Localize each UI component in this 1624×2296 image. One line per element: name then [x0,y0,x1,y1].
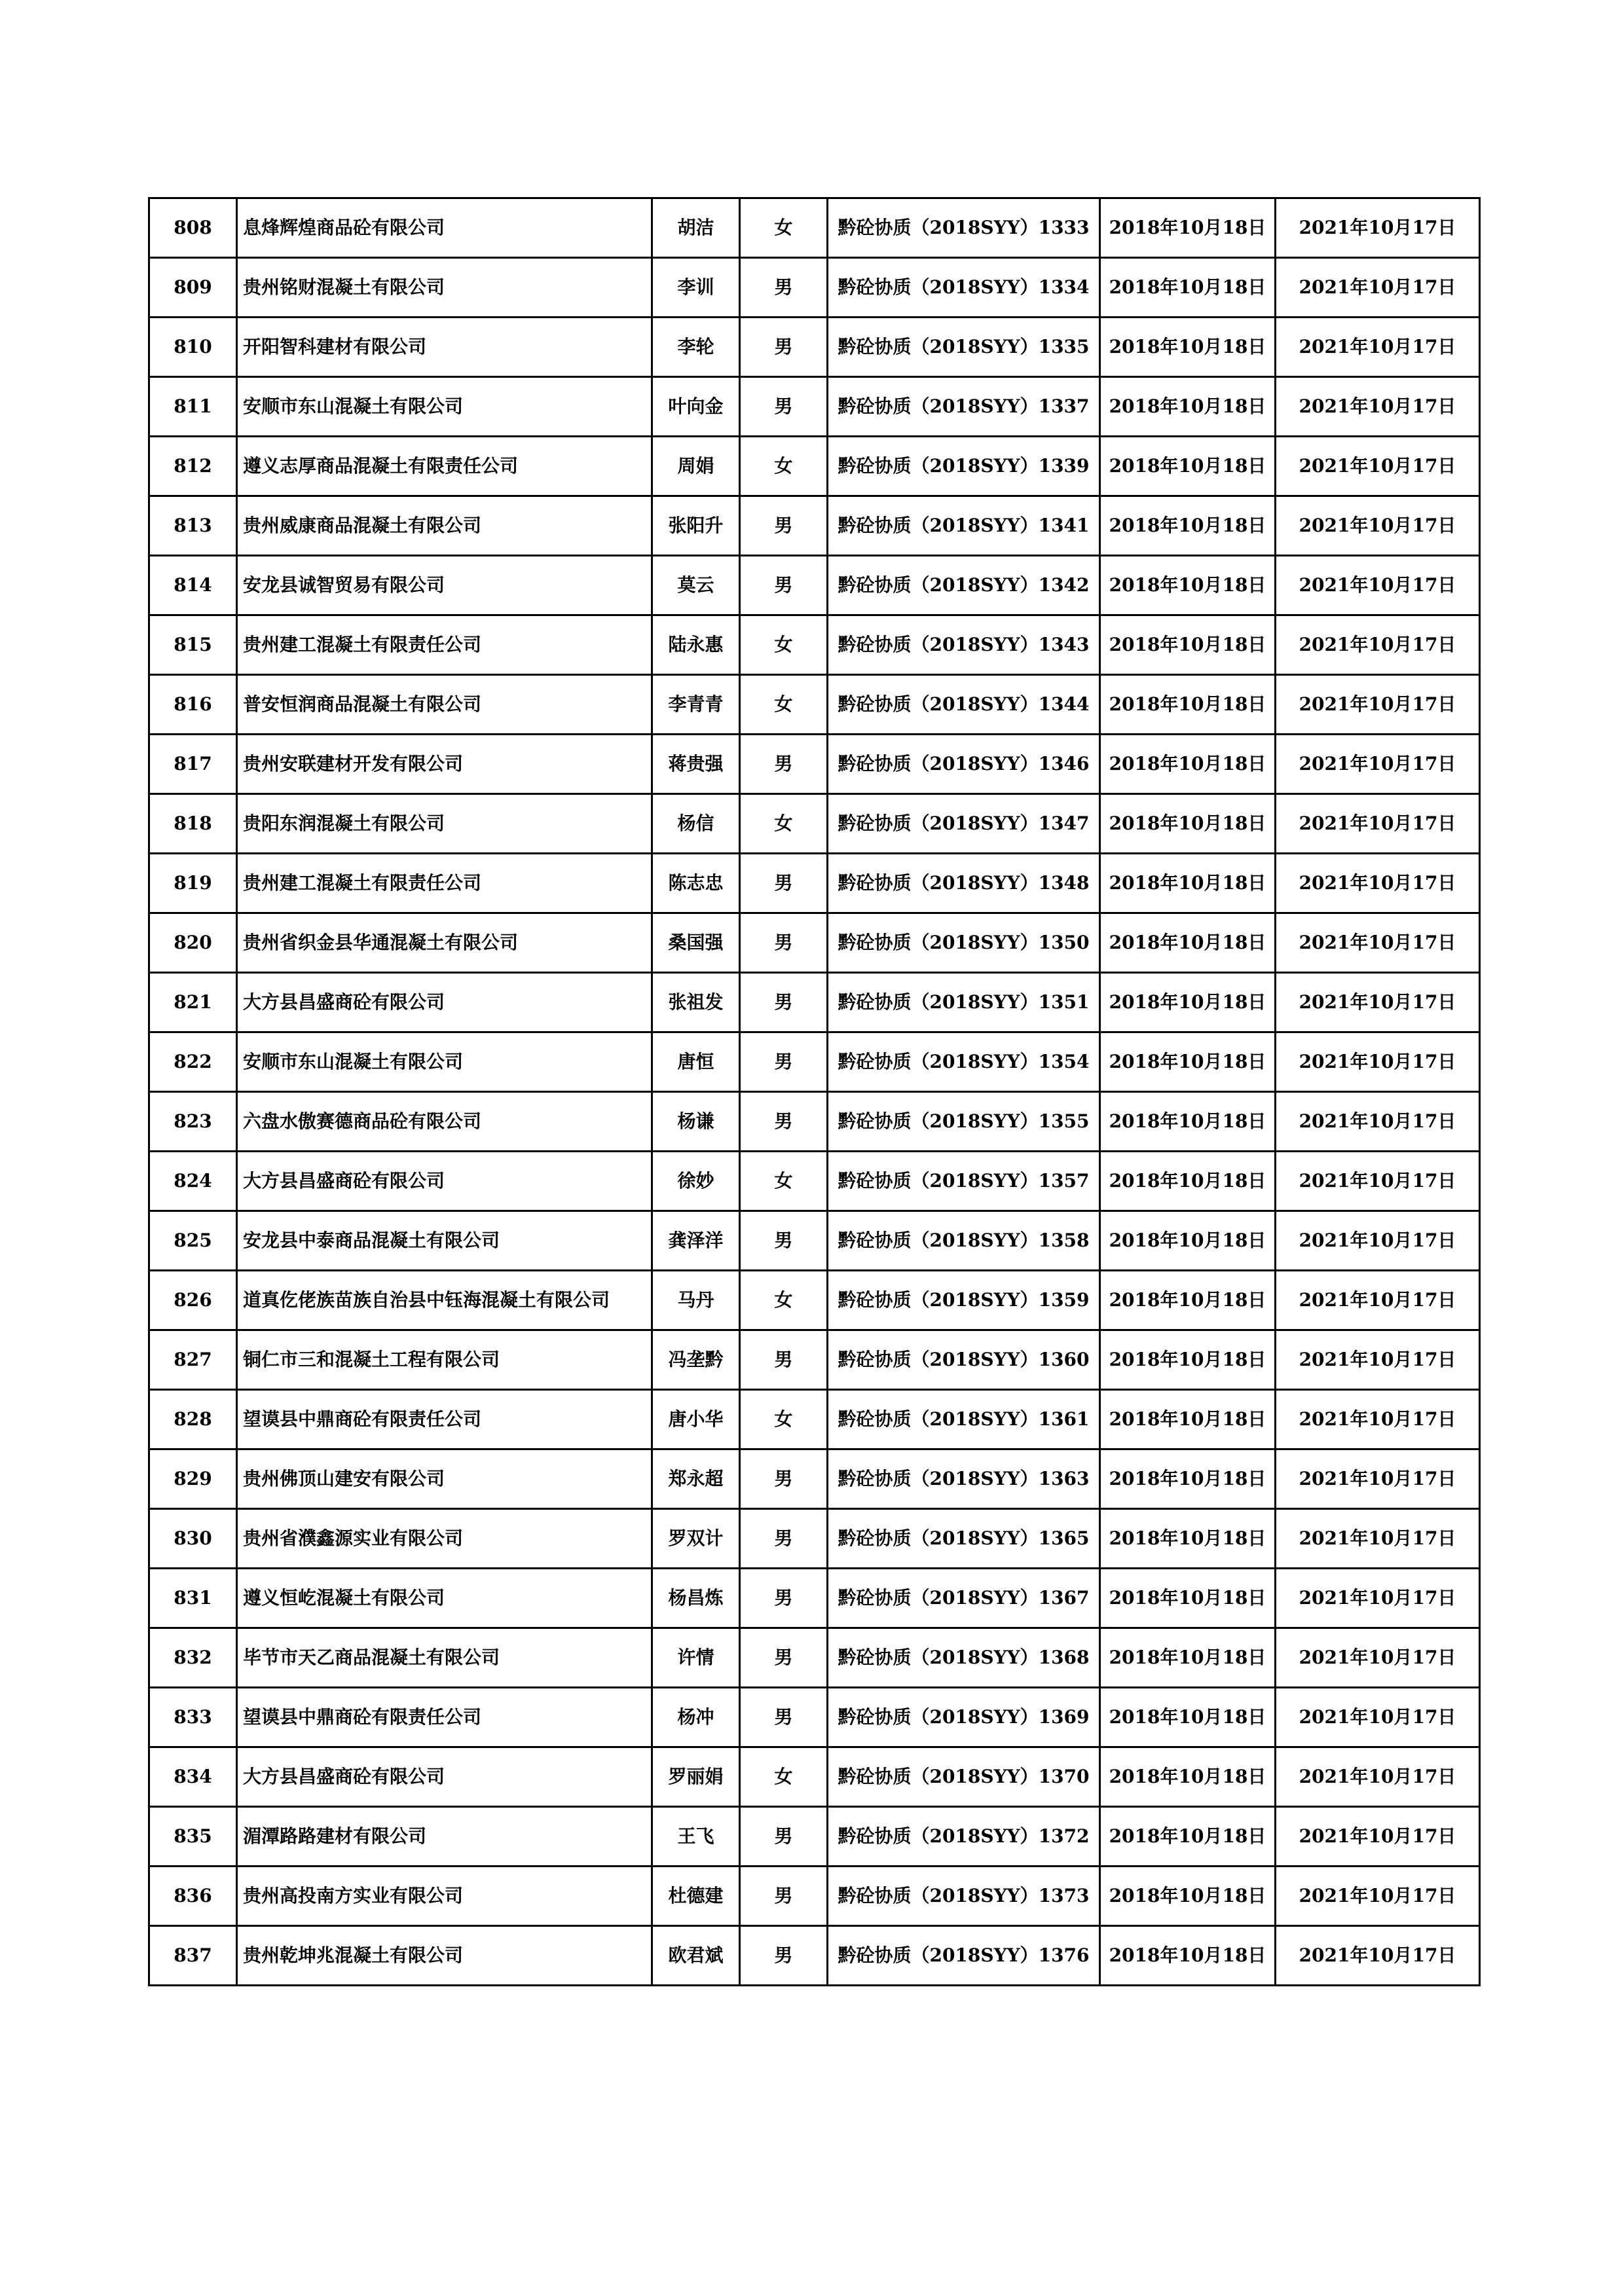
expiry-date-cell: 2021年10月17日 [1276,556,1480,615]
person-name-cell: 张祖发 [652,973,740,1032]
company-cell: 道真仡佬族苗族自治县中钰海混凝土有限公司 [237,1271,652,1330]
issue-date-cell: 2018年10月18日 [1100,1330,1276,1390]
expiry-date-cell: 2021年10月17日 [1276,437,1480,496]
company-cell: 开阳智科建材有限公司 [237,318,652,377]
table-row [149,854,1480,913]
table-row [149,1271,1480,1330]
person-name-cell: 罗双计 [652,1509,740,1569]
row-number-cell: 831 [149,1569,237,1628]
row-number-cell: 826 [149,1271,237,1330]
table-row [149,1211,1480,1271]
certificate-number-cell: 黔砼协质（2018SYY）1346 [828,735,1100,794]
issue-date-cell: 2018年10月18日 [1100,1092,1276,1152]
row-number-cell: 833 [149,1688,237,1747]
row-number-cell: 837 [149,1926,237,1986]
issue-date-cell: 2018年10月18日 [1100,1449,1276,1509]
gender-cell: 女 [740,198,828,258]
expiry-date-cell: 2021年10月17日 [1276,1449,1480,1509]
row-number-cell: 828 [149,1390,237,1449]
gender-cell: 女 [740,1152,828,1211]
issue-date-cell: 2018年10月18日 [1100,794,1276,854]
row-number-cell: 817 [149,735,237,794]
company-cell: 望谟县中鼎商砼有限责任公司 [237,1688,652,1747]
row-number-cell: 827 [149,1330,237,1390]
issue-date-cell: 2018年10月18日 [1100,1569,1276,1628]
gender-cell: 女 [740,1390,828,1449]
expiry-date-cell: 2021年10月17日 [1276,318,1480,377]
table-row [149,973,1480,1032]
person-name-cell: 李训 [652,258,740,318]
certificate-number-cell: 黔砼协质（2018SYY）1373 [828,1867,1100,1926]
certificate-number-cell: 黔砼协质（2018SYY）1354 [828,1032,1100,1092]
issue-date-cell: 2018年10月18日 [1100,1628,1276,1688]
gender-cell: 男 [740,496,828,556]
person-name-cell: 龚泽洋 [652,1211,740,1271]
person-name-cell: 蒋贵强 [652,735,740,794]
company-cell: 湄潭路路建材有限公司 [237,1807,652,1867]
expiry-date-cell: 2021年10月17日 [1276,1509,1480,1569]
person-name-cell: 陆永惠 [652,615,740,675]
person-name-cell: 莫云 [652,556,740,615]
issue-date-cell: 2018年10月18日 [1100,318,1276,377]
gender-cell: 女 [740,1747,828,1807]
certificate-number-cell: 黔砼协质（2018SYY）1361 [828,1390,1100,1449]
company-cell: 贵州建工混凝土有限责任公司 [237,854,652,913]
row-number-cell: 818 [149,794,237,854]
expiry-date-cell: 2021年10月17日 [1276,794,1480,854]
issue-date-cell: 2018年10月18日 [1100,1807,1276,1867]
row-number-cell: 832 [149,1628,237,1688]
table-row [149,735,1480,794]
table-row [149,1330,1480,1390]
table-row [149,615,1480,675]
gender-cell: 男 [740,1449,828,1509]
issue-date-cell: 2018年10月18日 [1100,437,1276,496]
certificate-number-cell: 黔砼协质（2018SYY）1334 [828,258,1100,318]
row-number-cell: 812 [149,437,237,496]
issue-date-cell: 2018年10月18日 [1100,1390,1276,1449]
row-number-cell: 810 [149,318,237,377]
gender-cell: 女 [740,794,828,854]
expiry-date-cell: 2021年10月17日 [1276,1390,1480,1449]
table-row [149,1152,1480,1211]
row-number-cell: 814 [149,556,237,615]
issue-date-cell: 2018年10月18日 [1100,1688,1276,1747]
company-cell: 贵州省织金县华通混凝土有限公司 [237,913,652,973]
table-row [149,496,1480,556]
gender-cell: 男 [740,258,828,318]
expiry-date-cell: 2021年10月17日 [1276,1628,1480,1688]
issue-date-cell: 2018年10月18日 [1100,1867,1276,1926]
row-number-cell: 808 [149,198,237,258]
gender-cell: 男 [740,735,828,794]
issue-date-cell: 2018年10月18日 [1100,556,1276,615]
gender-cell: 男 [740,1509,828,1569]
issue-date-cell: 2018年10月18日 [1100,1271,1276,1330]
issue-date-cell: 2018年10月18日 [1100,1926,1276,1986]
certificate-number-cell: 黔砼协质（2018SYY）1347 [828,794,1100,854]
company-cell: 贵州高投南方实业有限公司 [237,1867,652,1926]
company-cell: 遵义志厚商品混凝土有限责任公司 [237,437,652,496]
table-row [149,1509,1480,1569]
expiry-date-cell: 2021年10月17日 [1276,496,1480,556]
table-row [149,1390,1480,1449]
person-name-cell: 胡洁 [652,198,740,258]
issue-date-cell: 2018年10月18日 [1100,198,1276,258]
company-cell: 毕节市天乙商品混凝土有限公司 [237,1628,652,1688]
table-row [149,556,1480,615]
table-row [149,675,1480,735]
company-cell: 大方县昌盛商砼有限公司 [237,1152,652,1211]
expiry-date-cell: 2021年10月17日 [1276,1271,1480,1330]
person-name-cell: 叶向金 [652,377,740,437]
issue-date-cell: 2018年10月18日 [1100,854,1276,913]
row-number-cell: 829 [149,1449,237,1509]
company-cell: 贵州佛顶山建安有限公司 [237,1449,652,1509]
person-name-cell: 马丹 [652,1271,740,1330]
gender-cell: 男 [740,318,828,377]
table-row [149,1449,1480,1509]
company-cell: 铜仁市三和混凝土工程有限公司 [237,1330,652,1390]
gender-cell: 男 [740,913,828,973]
gender-cell: 女 [740,437,828,496]
certificate-number-cell: 黔砼协质（2018SYY）1339 [828,437,1100,496]
row-number-cell: 834 [149,1747,237,1807]
company-cell: 安顺市东山混凝土有限公司 [237,1032,652,1092]
expiry-date-cell: 2021年10月17日 [1276,1807,1480,1867]
table-row [149,437,1480,496]
row-number-cell: 815 [149,615,237,675]
certificate-number-cell: 黔砼协质（2018SYY）1376 [828,1926,1100,1986]
gender-cell: 男 [740,854,828,913]
gender-cell: 男 [740,556,828,615]
certificate-number-cell: 黔砼协质（2018SYY）1348 [828,854,1100,913]
gender-cell: 女 [740,675,828,735]
certificate-number-cell: 黔砼协质（2018SYY）1344 [828,675,1100,735]
expiry-date-cell: 2021年10月17日 [1276,1211,1480,1271]
issue-date-cell: 2018年10月18日 [1100,735,1276,794]
table-row [149,1926,1480,1986]
issue-date-cell: 2018年10月18日 [1100,1211,1276,1271]
row-number-cell: 823 [149,1092,237,1152]
row-number-cell: 816 [149,675,237,735]
person-name-cell: 李青青 [652,675,740,735]
issue-date-cell: 2018年10月18日 [1100,377,1276,437]
row-number-cell: 809 [149,258,237,318]
expiry-date-cell: 2021年10月17日 [1276,198,1480,258]
table-row [149,377,1480,437]
certificate-number-cell: 黔砼协质（2018SYY）1335 [828,318,1100,377]
gender-cell: 女 [740,1271,828,1330]
person-name-cell: 桑国强 [652,913,740,973]
person-name-cell: 徐妙 [652,1152,740,1211]
table-row [149,913,1480,973]
person-name-cell: 李轮 [652,318,740,377]
company-cell: 六盘水傲赛德商品砼有限公司 [237,1092,652,1152]
certificate-number-cell: 黔砼协质（2018SYY）1341 [828,496,1100,556]
expiry-date-cell: 2021年10月17日 [1276,1032,1480,1092]
company-cell: 贵州威康商品混凝土有限公司 [237,496,652,556]
gender-cell: 男 [740,1569,828,1628]
company-cell: 贵州省濮鑫源实业有限公司 [237,1509,652,1569]
company-cell: 大方县昌盛商砼有限公司 [237,1747,652,1807]
expiry-date-cell: 2021年10月17日 [1276,258,1480,318]
certificate-number-cell: 黔砼协质（2018SYY）1343 [828,615,1100,675]
table-row [149,318,1480,377]
certificate-roster-table [148,197,1481,1986]
row-number-cell: 813 [149,496,237,556]
person-name-cell: 杨昌炼 [652,1569,740,1628]
certificate-number-cell: 黔砼协质（2018SYY）1350 [828,913,1100,973]
table-row [149,1032,1480,1092]
expiry-date-cell: 2021年10月17日 [1276,615,1480,675]
table-row [149,1092,1480,1152]
certificate-number-cell: 黔砼协质（2018SYY）1372 [828,1807,1100,1867]
issue-date-cell: 2018年10月18日 [1100,258,1276,318]
company-cell: 贵阳东润混凝土有限公司 [237,794,652,854]
expiry-date-cell: 2021年10月17日 [1276,1747,1480,1807]
table-row [149,1867,1480,1926]
gender-cell: 男 [740,1867,828,1926]
certificate-number-cell: 黔砼协质（2018SYY）1369 [828,1688,1100,1747]
row-number-cell: 830 [149,1509,237,1569]
certificate-number-cell: 黔砼协质（2018SYY）1368 [828,1628,1100,1688]
table-row [149,1628,1480,1688]
table-row [149,198,1480,258]
row-number-cell: 811 [149,377,237,437]
expiry-date-cell: 2021年10月17日 [1276,1867,1480,1926]
row-number-cell: 821 [149,973,237,1032]
certificate-number-cell: 黔砼协质（2018SYY）1365 [828,1509,1100,1569]
person-name-cell: 杜德建 [652,1867,740,1926]
gender-cell: 男 [740,1926,828,1986]
person-name-cell: 罗丽娟 [652,1747,740,1807]
company-cell: 安龙县中泰商品混凝土有限公司 [237,1211,652,1271]
issue-date-cell: 2018年10月18日 [1100,973,1276,1032]
roster-body [149,198,1480,1986]
company-cell: 贵州乾坤兆混凝土有限公司 [237,1926,652,1986]
row-number-cell: 835 [149,1807,237,1867]
certificate-number-cell: 黔砼协质（2018SYY）1351 [828,973,1100,1032]
gender-cell: 男 [740,377,828,437]
expiry-date-cell: 2021年10月17日 [1276,854,1480,913]
table-row [149,1569,1480,1628]
company-cell: 遵义恒屹混凝土有限公司 [237,1569,652,1628]
table-row [149,1807,1480,1867]
person-name-cell: 郑永超 [652,1449,740,1509]
expiry-date-cell: 2021年10月17日 [1276,913,1480,973]
row-number-cell: 819 [149,854,237,913]
company-cell: 普安恒润商品混凝土有限公司 [237,675,652,735]
person-name-cell: 冯垄黔 [652,1330,740,1390]
person-name-cell: 杨冲 [652,1688,740,1747]
person-name-cell: 周娟 [652,437,740,496]
table-row [149,1747,1480,1807]
issue-date-cell: 2018年10月18日 [1100,1509,1276,1569]
gender-cell: 男 [740,1807,828,1867]
expiry-date-cell: 2021年10月17日 [1276,1926,1480,1986]
company-cell: 贵州安联建材开发有限公司 [237,735,652,794]
issue-date-cell: 2018年10月18日 [1100,615,1276,675]
person-name-cell: 许情 [652,1628,740,1688]
person-name-cell: 欧君斌 [652,1926,740,1986]
expiry-date-cell: 2021年10月17日 [1276,735,1480,794]
gender-cell: 男 [740,1688,828,1747]
certificate-number-cell: 黔砼协质（2018SYY）1367 [828,1569,1100,1628]
person-name-cell: 唐小华 [652,1390,740,1449]
company-cell: 贵州建工混凝土有限责任公司 [237,615,652,675]
certificate-number-cell: 黔砼协质（2018SYY）1355 [828,1092,1100,1152]
expiry-date-cell: 2021年10月17日 [1276,973,1480,1032]
certificate-number-cell: 黔砼协质（2018SYY）1333 [828,198,1100,258]
certificate-number-cell: 黔砼协质（2018SYY）1363 [828,1449,1100,1509]
expiry-date-cell: 2021年10月17日 [1276,1688,1480,1747]
certificate-number-cell: 黔砼协质（2018SYY）1360 [828,1330,1100,1390]
company-cell: 息烽辉煌商品砼有限公司 [237,198,652,258]
issue-date-cell: 2018年10月18日 [1100,1152,1276,1211]
expiry-date-cell: 2021年10月17日 [1276,675,1480,735]
expiry-date-cell: 2021年10月17日 [1276,1092,1480,1152]
table-row [149,794,1480,854]
company-cell: 贵州铭财混凝土有限公司 [237,258,652,318]
gender-cell: 男 [740,1032,828,1092]
issue-date-cell: 2018年10月18日 [1100,1032,1276,1092]
gender-cell: 女 [740,615,828,675]
issue-date-cell: 2018年10月18日 [1100,913,1276,973]
expiry-date-cell: 2021年10月17日 [1276,1152,1480,1211]
person-name-cell: 张阳升 [652,496,740,556]
expiry-date-cell: 2021年10月17日 [1276,1569,1480,1628]
person-name-cell: 杨谦 [652,1092,740,1152]
issue-date-cell: 2018年10月18日 [1100,496,1276,556]
gender-cell: 男 [740,973,828,1032]
certificate-number-cell: 黔砼协质（2018SYY）1370 [828,1747,1100,1807]
gender-cell: 男 [740,1330,828,1390]
gender-cell: 男 [740,1211,828,1271]
certificate-number-cell: 黔砼协质（2018SYY）1342 [828,556,1100,615]
row-number-cell: 825 [149,1211,237,1271]
gender-cell: 男 [740,1092,828,1152]
row-number-cell: 824 [149,1152,237,1211]
issue-date-cell: 2018年10月18日 [1100,675,1276,735]
certificate-number-cell: 黔砼协质（2018SYY）1357 [828,1152,1100,1211]
person-name-cell: 王飞 [652,1807,740,1867]
row-number-cell: 822 [149,1032,237,1092]
issue-date-cell: 2018年10月18日 [1100,1747,1276,1807]
table-row [149,258,1480,318]
company-cell: 大方县昌盛商砼有限公司 [237,973,652,1032]
person-name-cell: 陈志忠 [652,854,740,913]
person-name-cell: 唐恒 [652,1032,740,1092]
company-cell: 安顺市东山混凝土有限公司 [237,377,652,437]
row-number-cell: 836 [149,1867,237,1926]
person-name-cell: 杨信 [652,794,740,854]
certificate-number-cell: 黔砼协质（2018SYY）1358 [828,1211,1100,1271]
row-number-cell: 820 [149,913,237,973]
company-cell: 望谟县中鼎商砼有限责任公司 [237,1390,652,1449]
gender-cell: 男 [740,1628,828,1688]
certificate-number-cell: 黔砼协质（2018SYY）1359 [828,1271,1100,1330]
company-cell: 安龙县诚智贸易有限公司 [237,556,652,615]
expiry-date-cell: 2021年10月17日 [1276,1330,1480,1390]
certificate-number-cell: 黔砼协质（2018SYY）1337 [828,377,1100,437]
table-row [149,1688,1480,1747]
expiry-date-cell: 2021年10月17日 [1276,377,1480,437]
